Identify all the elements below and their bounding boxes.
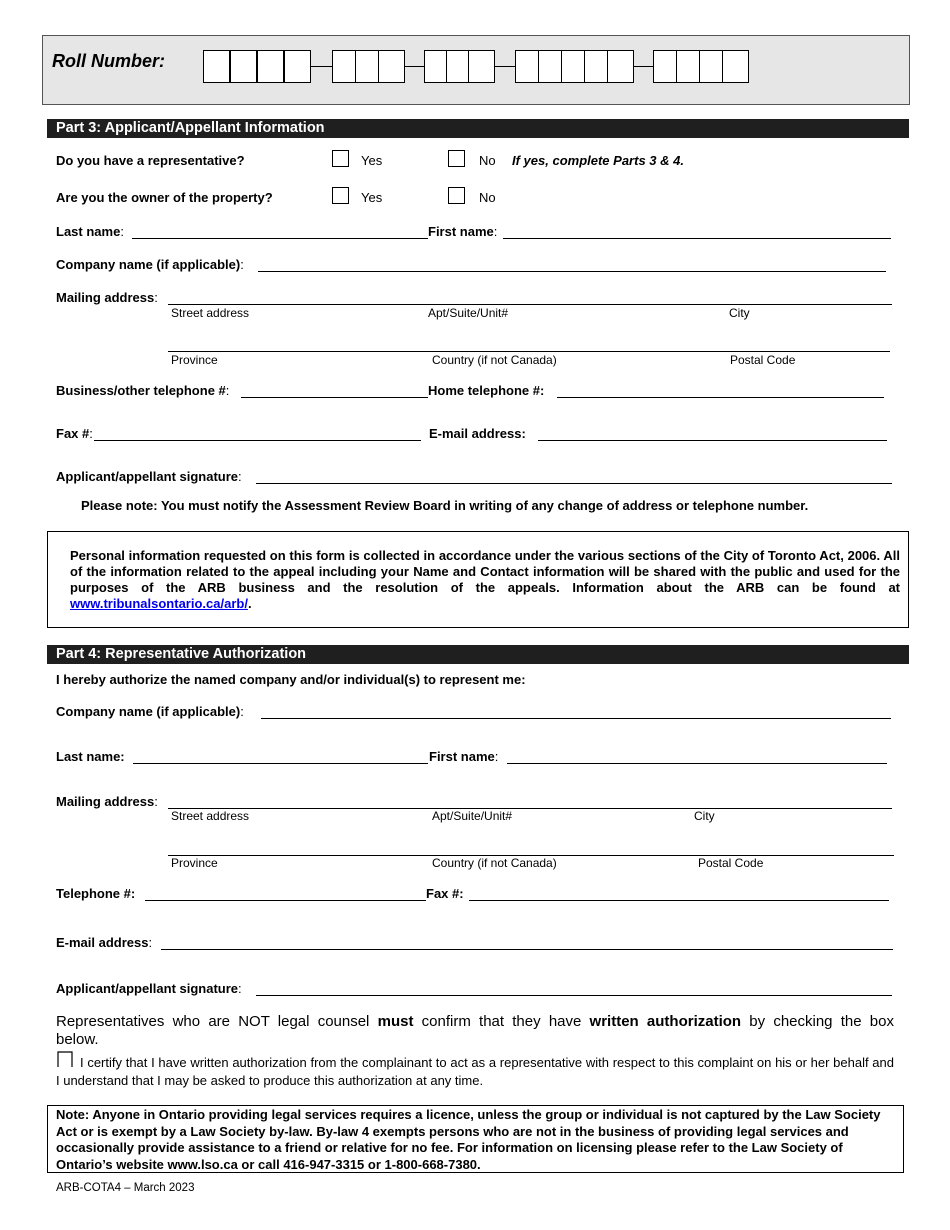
p3-country-caption: Country (if not Canada) <box>432 353 557 367</box>
roll-number-section <box>42 35 910 105</box>
p3-city-caption: City <box>729 306 750 320</box>
tribunals-link[interactable]: www.tribunalsontario.ca/arb/ <box>70 596 248 611</box>
p3-mailing-label: Mailing address: <box>56 290 158 305</box>
p4-last-name-field[interactable] <box>133 763 428 764</box>
representative-note: If yes, complete Parts 3 & 4. <box>512 153 684 168</box>
p4-street-caption: Street address <box>171 809 250 823</box>
p4-email-field[interactable] <box>161 949 893 950</box>
roll-digit-cell[interactable] <box>257 50 284 83</box>
p4-email-label: E-mail address: <box>56 935 153 950</box>
p3-business-tel-label: Business/other telephone #: <box>56 383 230 398</box>
representatives-instruction: Representatives who are NOT legal counsel must confirm that they have written authorization by checking the box <box>56 1013 894 1030</box>
p4-signature-label: Applicant/appellant signature: <box>56 981 242 996</box>
p3-province-caption: Province <box>171 353 218 367</box>
roll-digit-cell[interactable] <box>378 50 405 83</box>
p3-last-name-label: Last name: <box>56 224 124 239</box>
owner-yes-label: Yes <box>361 190 383 205</box>
p3-fax-label: Fax #: <box>56 426 93 441</box>
representative-no-label: No <box>479 153 496 168</box>
owner-no-label: No <box>479 190 496 205</box>
p3-mailing-line-1[interactable] <box>168 304 892 305</box>
p3-email-label: E-mail address: <box>429 426 526 441</box>
roll-number-label: Roll Number: <box>52 51 166 71</box>
p4-apt-caption: Apt/Suite/Unit# <box>432 809 513 823</box>
part3-header: Part 3: Applicant/Appellant Information <box>47 119 909 138</box>
p4-company-field[interactable] <box>261 718 891 719</box>
p3-fax-field[interactable] <box>94 440 421 441</box>
p3-company-field[interactable] <box>258 271 886 272</box>
address-change-note: Please note: You must notify the Assessment Review Board in writing of any change of address or telephone number. <box>81 498 809 513</box>
owner-question: Are you the owner of the property? <box>56 190 273 205</box>
roll-digit-cell[interactable] <box>284 50 311 83</box>
p4-province-caption: Province <box>171 856 218 870</box>
p3-email-field[interactable] <box>538 440 887 441</box>
privacy-end: . <box>247 596 252 611</box>
roll-digit-cell[interactable] <box>607 50 634 83</box>
roll-separator <box>634 66 654 67</box>
form-code: ARB-COTA4 – March 2023 <box>56 1182 195 1194</box>
representatives-instruction-end: below. <box>56 1031 99 1048</box>
p3-apt-caption: Apt/Suite/Unit# <box>428 306 509 320</box>
p3-signature-field[interactable] <box>256 483 892 484</box>
roll-digit-cell[interactable] <box>468 50 495 83</box>
p3-street-caption: Street address <box>171 306 250 320</box>
p3-first-name-label: First name: <box>428 224 498 239</box>
roll-digit-cell[interactable] <box>722 50 749 83</box>
p3-last-name-field[interactable] <box>132 238 428 239</box>
p3-signature-label: Applicant/appellant signature: <box>56 469 242 484</box>
roll-digit-cell[interactable] <box>203 50 230 83</box>
p4-postal-caption: Postal Code <box>698 856 764 870</box>
p4-telephone-field[interactable] <box>145 900 426 901</box>
representative-no-checkbox[interactable] <box>448 150 465 167</box>
p3-business-tel-field[interactable] <box>241 397 428 398</box>
roll-separator <box>495 66 515 67</box>
p3-first-name-field[interactable] <box>503 238 891 239</box>
p3-home-tel-field[interactable] <box>557 397 884 398</box>
p4-fax-label: Fax #: <box>426 886 464 901</box>
owner-yes-checkbox[interactable] <box>332 187 349 204</box>
authorize-statement: I hereby authorize the named company and/or individual(s) to represent me: <box>56 672 526 687</box>
p4-first-name-field[interactable] <box>507 763 887 764</box>
p4-fax-field[interactable] <box>469 900 889 901</box>
p4-first-name-label: First name: <box>429 749 499 764</box>
p4-signature-field[interactable] <box>256 995 892 996</box>
privacy-text: Personal information requested on this form is collected in accordance under the various sections of the City of Toronto Act, 2006. All of the information related to the appeal including your Name and Contact information will be shared with the public and used for the purposes of the ARB business and the resolution of the appeals. Information about the ARB can be found at <box>70 548 900 595</box>
p4-country-caption: Country (if not Canada) <box>432 856 557 870</box>
representative-question: Do you have a representative? <box>56 153 245 168</box>
p4-company-label: Company name (if applicable): <box>56 704 244 719</box>
p4-telephone-label: Telephone #: <box>56 886 136 901</box>
roll-separator <box>405 66 424 67</box>
p4-mailing-label: Mailing address: <box>56 794 158 809</box>
certify-statement: I certify that I have written authorization from the complainant to act as a representative with respect to this complaint on his or her behalf and I understand that I may be asked to produce this authorization at any time. <box>56 1055 894 1088</box>
law-society-note <box>47 1105 904 1173</box>
p3-company-label: Company name (if applicable): <box>56 257 244 272</box>
p3-home-tel-label: Home telephone #: <box>428 383 545 398</box>
roll-separator <box>311 66 332 67</box>
law-society-note-text: Note: Anyone in Ontario providing legal services requires a licence, unless the group or individual is not captured by the Law Society Act or is exempt by a Law Society by-law. By-law 4 exempts persons who are not in the business of providing legal services and occasionally provide assistance to a friend or relative for no fee. For information on licensing please refer to the Law Society of Ontario’s website www.lso.ca or call 416-947-3315 or 1-800-668-7380. <box>56 1107 881 1172</box>
p4-city-caption: City <box>694 809 715 823</box>
representative-yes-label: Yes <box>361 153 383 168</box>
part4-header: Part 4: Representative Authorization <box>47 645 909 664</box>
p4-mailing-line-1[interactable] <box>168 808 892 809</box>
representative-yes-checkbox[interactable] <box>332 150 349 167</box>
privacy-notice <box>47 531 909 628</box>
p3-postal-caption: Postal Code <box>730 353 796 367</box>
p3-mailing-line-2[interactable] <box>168 351 890 352</box>
p4-last-name-label: Last name: <box>56 749 125 764</box>
roll-digit-cell[interactable] <box>230 50 257 83</box>
owner-no-checkbox[interactable] <box>448 187 465 204</box>
